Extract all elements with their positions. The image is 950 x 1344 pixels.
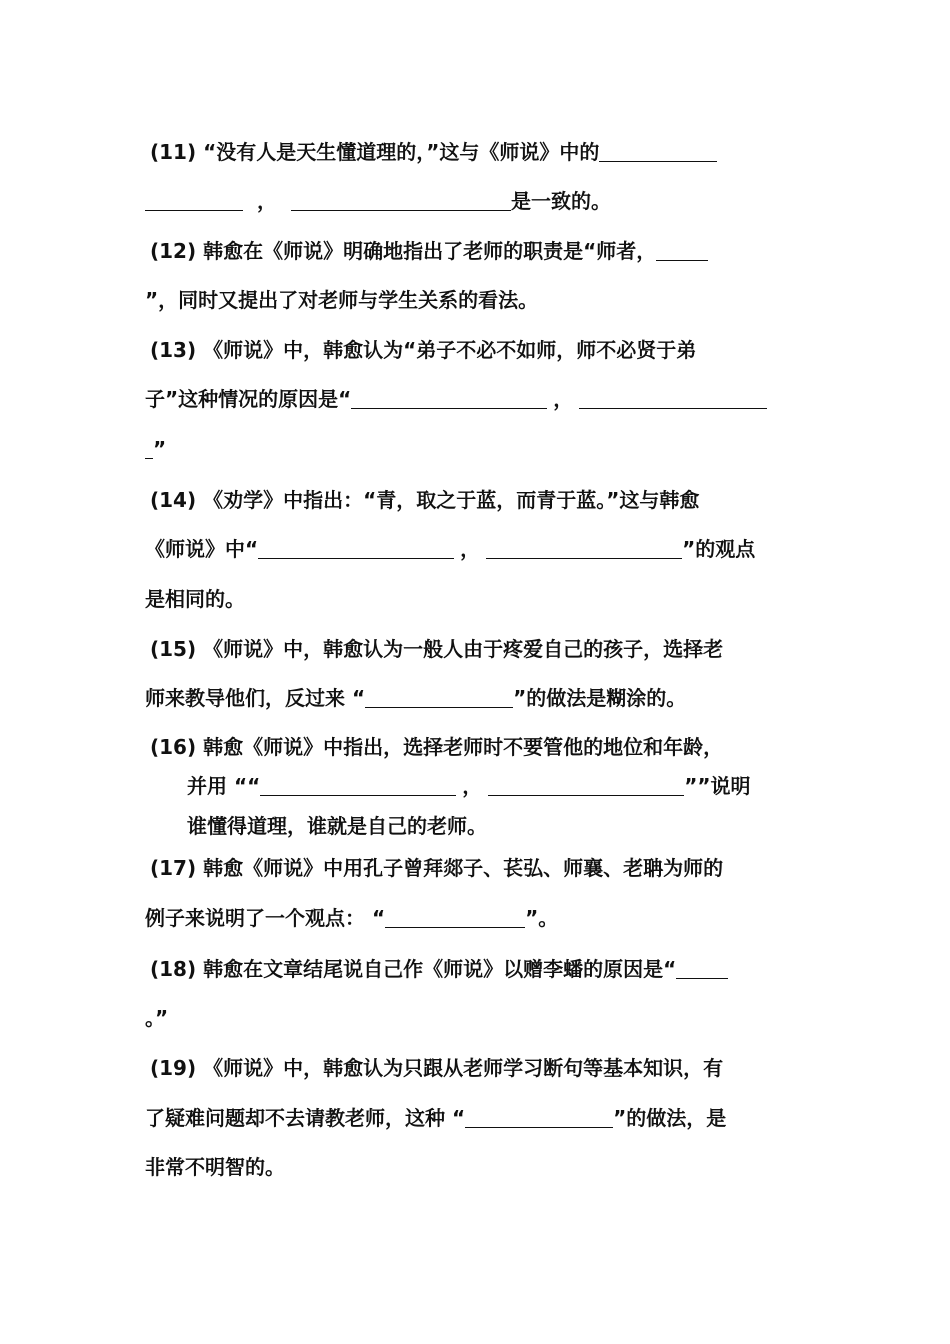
q19-line-2 xyxy=(145,1104,726,1132)
q12-text: (12) 韩愈在《师说》明确地指出了老师的职责是“师者， xyxy=(150,239,657,263)
q16-line-3 xyxy=(187,812,487,840)
q13-text: (13) 《师说》中，韩愈认为“弟子不必不如师，师不必贤于弟 xyxy=(150,338,697,362)
q11-blank-2[interactable] xyxy=(291,190,511,211)
q11-line-1 xyxy=(150,138,717,166)
q19-text-3: ”的做法，是 xyxy=(613,1106,727,1130)
q16-text-2: 并用 ““ xyxy=(187,774,261,798)
q16-blank-2[interactable] xyxy=(488,775,684,796)
q11-sep: ， xyxy=(257,189,277,213)
q18-line-1 xyxy=(150,955,728,983)
q14-text-3: ”的观点 xyxy=(682,537,756,561)
q15-line-2 xyxy=(145,684,686,712)
q14-blank-2[interactable] xyxy=(486,538,682,559)
q13-blank-1[interactable] xyxy=(351,388,547,409)
q16-tail: 谁懂得道理，谁就是自己的老师。 xyxy=(187,814,487,838)
q16-line-1 xyxy=(150,733,723,761)
q13-blank-2[interactable] xyxy=(579,388,767,409)
q16-line-2 xyxy=(187,772,751,800)
q19-text-2: 了疑难问题却不去请教老师，这种 “ xyxy=(145,1106,466,1130)
q18-blank-1[interactable] xyxy=(676,958,728,979)
q19-line-3 xyxy=(145,1153,285,1181)
q17-line-2 xyxy=(145,904,558,932)
q19-blank-1[interactable] xyxy=(465,1107,613,1128)
q16-text: (16) 韩愈《师说》中指出，选择老师时不要管他的地位和年龄， xyxy=(150,735,724,759)
q15-blank-1[interactable] xyxy=(365,687,513,708)
q15-text-2: 师来教导他们，反过来 “ xyxy=(145,686,366,710)
q17-blank-1[interactable] xyxy=(385,907,525,928)
q14-text-2: 《师说》中“ xyxy=(145,537,259,561)
q12-tail: ”，同时又提出了对老师与学生关系的看法。 xyxy=(145,288,539,312)
q18-text: (18) 韩愈在文章结尾说自己作《师说》以赠李蟠的原因是“ xyxy=(150,957,677,981)
q13-text-2: 子”这种情况的原因是“ xyxy=(145,387,352,411)
q17-line-1 xyxy=(150,854,723,882)
q16-sep: ， xyxy=(462,774,483,798)
q11-blank-1[interactable] xyxy=(599,141,717,162)
q17-tail: ”。 xyxy=(525,906,559,930)
q14-line-2 xyxy=(145,535,755,563)
q14-tail: 是相同的。 xyxy=(145,587,245,611)
q13-line-2 xyxy=(145,385,767,413)
q11-text: (11) “没有人是天生懂道理的，”这与《师说》中的 xyxy=(150,140,600,164)
q14-text: (14) 《劝学》中指出：“青，取之于蓝，而青于蓝。”这与韩愈 xyxy=(150,488,700,512)
q17-text: (17) 韩愈《师说》中用孔子曾拜郯子、苌弘、师襄、老聃为师的 xyxy=(150,856,724,880)
q13-blank-2-cont[interactable] xyxy=(145,438,153,459)
q14-sep: ， xyxy=(460,537,481,561)
q18-tail: 。” xyxy=(145,1006,169,1030)
q11-line-2 xyxy=(145,187,611,215)
q13-sep: ， xyxy=(553,387,574,411)
q15-tail: ”的做法是糊涂的。 xyxy=(513,686,687,710)
q11-tail: 是一致的。 xyxy=(511,189,611,213)
q14-blank-1[interactable] xyxy=(258,538,454,559)
q13-line-1 xyxy=(150,336,696,364)
q11-blank-1-cont[interactable] xyxy=(145,190,243,211)
q14-line-1 xyxy=(150,486,699,514)
q13-tail: ” xyxy=(153,437,167,461)
q18-line-2 xyxy=(145,1004,168,1032)
q12-line-2 xyxy=(145,286,538,314)
q12-blank-1[interactable] xyxy=(656,240,708,261)
q15-text: (15) 《师说》中，韩愈认为一般人由于疼爱自己的孩子，选择老 xyxy=(150,637,724,661)
q19-line-1 xyxy=(150,1054,723,1082)
q14-line-3 xyxy=(145,585,245,613)
q16-blank-1[interactable] xyxy=(260,775,456,796)
q15-line-1 xyxy=(150,635,723,663)
q19-text: (19) 《师说》中，韩愈认为只跟从老师学习断句等基本知识，有 xyxy=(150,1056,724,1080)
q16-text-3: ””说明 xyxy=(684,774,751,798)
q17-text-2: 例子来说明了一个观点： “ xyxy=(145,906,386,930)
q19-tail: 非常不明智的。 xyxy=(145,1155,285,1179)
q12-line-1 xyxy=(150,237,708,265)
q13-line-3 xyxy=(145,435,166,463)
